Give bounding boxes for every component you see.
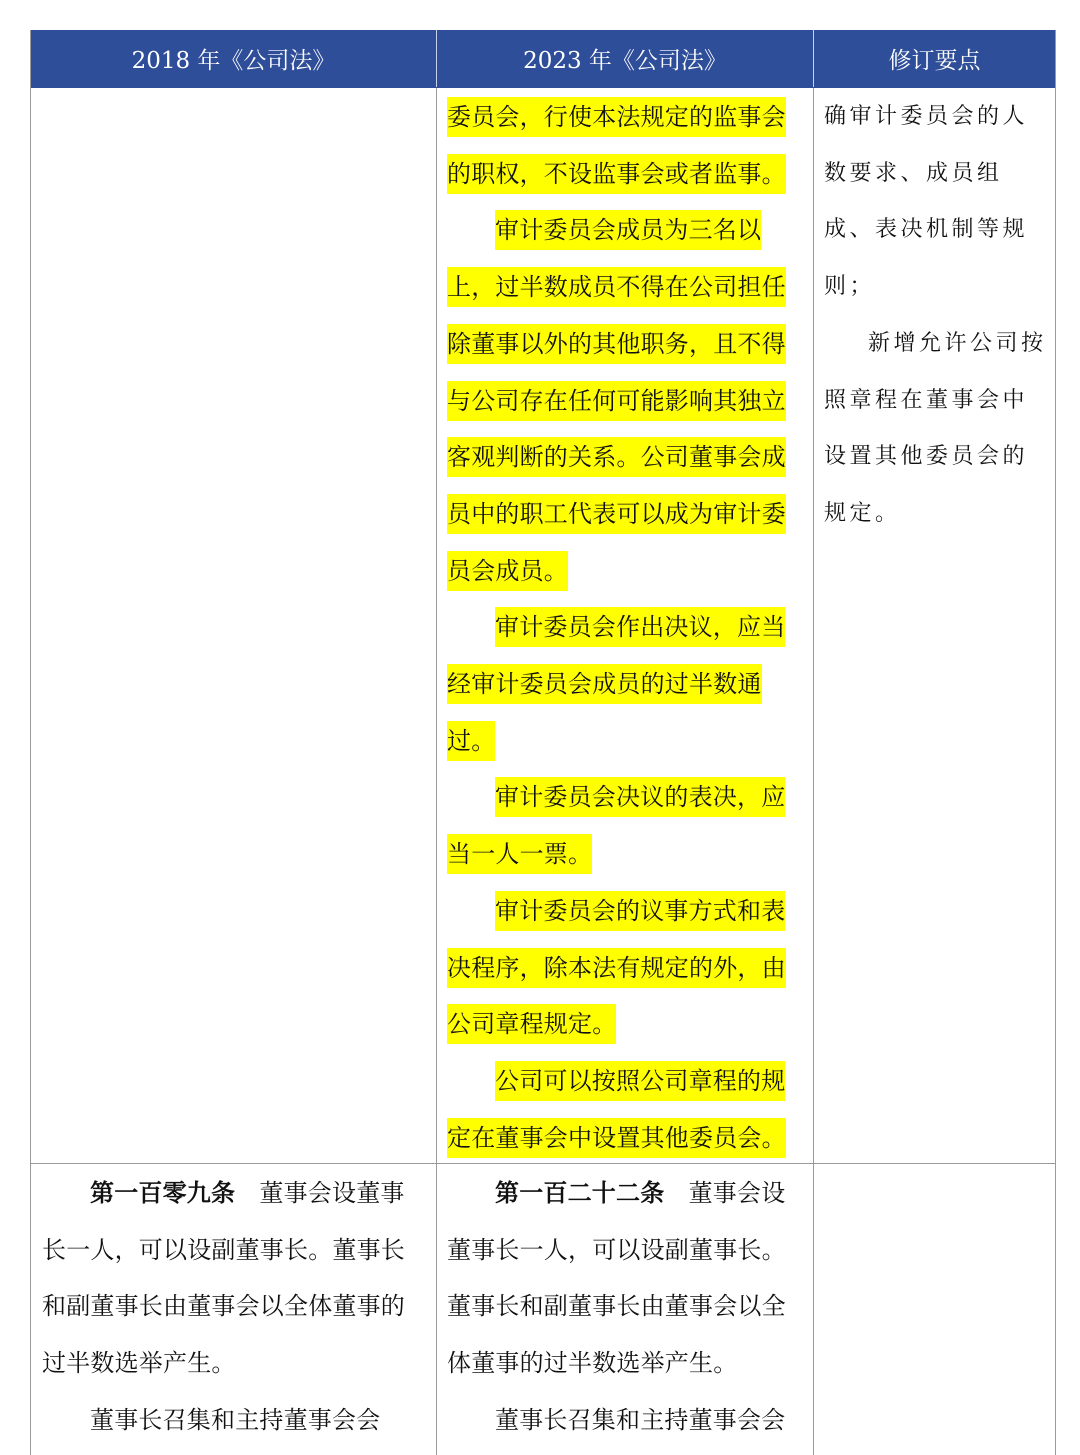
row1-new-law-cell: [447, 89, 804, 1166]
row1-new-law-para-1: 委员会，行使本法规定的监事会的职权，不设监事会或者监事。: [447, 89, 804, 202]
row1-note-1: 确审计委员会的人数要求、成员组成、表决机制等规则；: [824, 104, 1029, 300]
column-divider-2: [813, 87, 814, 1455]
row2-new-law-para-2: 董事长召集和主持董事会会: [495, 1405, 786, 1434]
row1-new-law-para-6: 公司可以按照公司章程的规定在董事会中设置其他委员会。: [447, 1053, 804, 1166]
header-bottom-line: [31, 87, 1055, 88]
header-2023-law: 2023 年《公司法》: [436, 30, 813, 87]
row1-new-law-para-5: 审计委员会的议事方式和表决程序，除本法有规定的外，由公司章程规定。: [447, 883, 804, 1053]
row1-note-2: 新增允许公司按照章程在董事会中设置其他委员会的规定。: [824, 330, 1047, 526]
row2-new-law-para-1: 第一百二十二条 董事会设董事长一人，可以设副董事长。董事长和副董事长由董事会以全体董事的过半数选举产生。: [447, 1178, 786, 1378]
row2-old-law-cell: [42, 1165, 427, 1449]
header-2018-law: 2018 年《公司法》: [131, 48, 336, 74]
row2-old-law-para-2: 董事长召集和主持董事会会: [90, 1405, 381, 1434]
comparison-table: [30, 30, 1056, 1455]
row1-new-law-para-3: 审计委员会作出决议，应当经审计委员会成员的过半数通过。: [447, 599, 804, 769]
row1-new-law-para-2: 审计委员会成员为三名以上，过半数成员不得在公司担任除董事以外的其他职务，且不得与公司存在任何可能影响其独立客观判断的关系。公司董事会成员中的职工代表可以成为审计委员会成员。: [447, 202, 804, 599]
row1-new-law-para-4: 审计委员会决议的表决，应当一人一票。: [447, 769, 804, 882]
row1-notes-cell: [824, 89, 1049, 543]
row2-new-law-article: 第一百二十二条: [495, 1178, 665, 1207]
row2-new-law-cell: [447, 1165, 804, 1449]
table-header: [31, 30, 1055, 87]
row2-old-law-article: 第一百零九条: [90, 1178, 236, 1207]
header-revision-points: 修订要点: [813, 30, 1055, 87]
column-divider-1: [436, 87, 437, 1455]
row2-old-law-para-1: 第一百零九条 董事会设董事长一人，可以设副董事长。董事长和副董事长由董事会以全体董事的过半数选举产生。: [42, 1178, 405, 1378]
